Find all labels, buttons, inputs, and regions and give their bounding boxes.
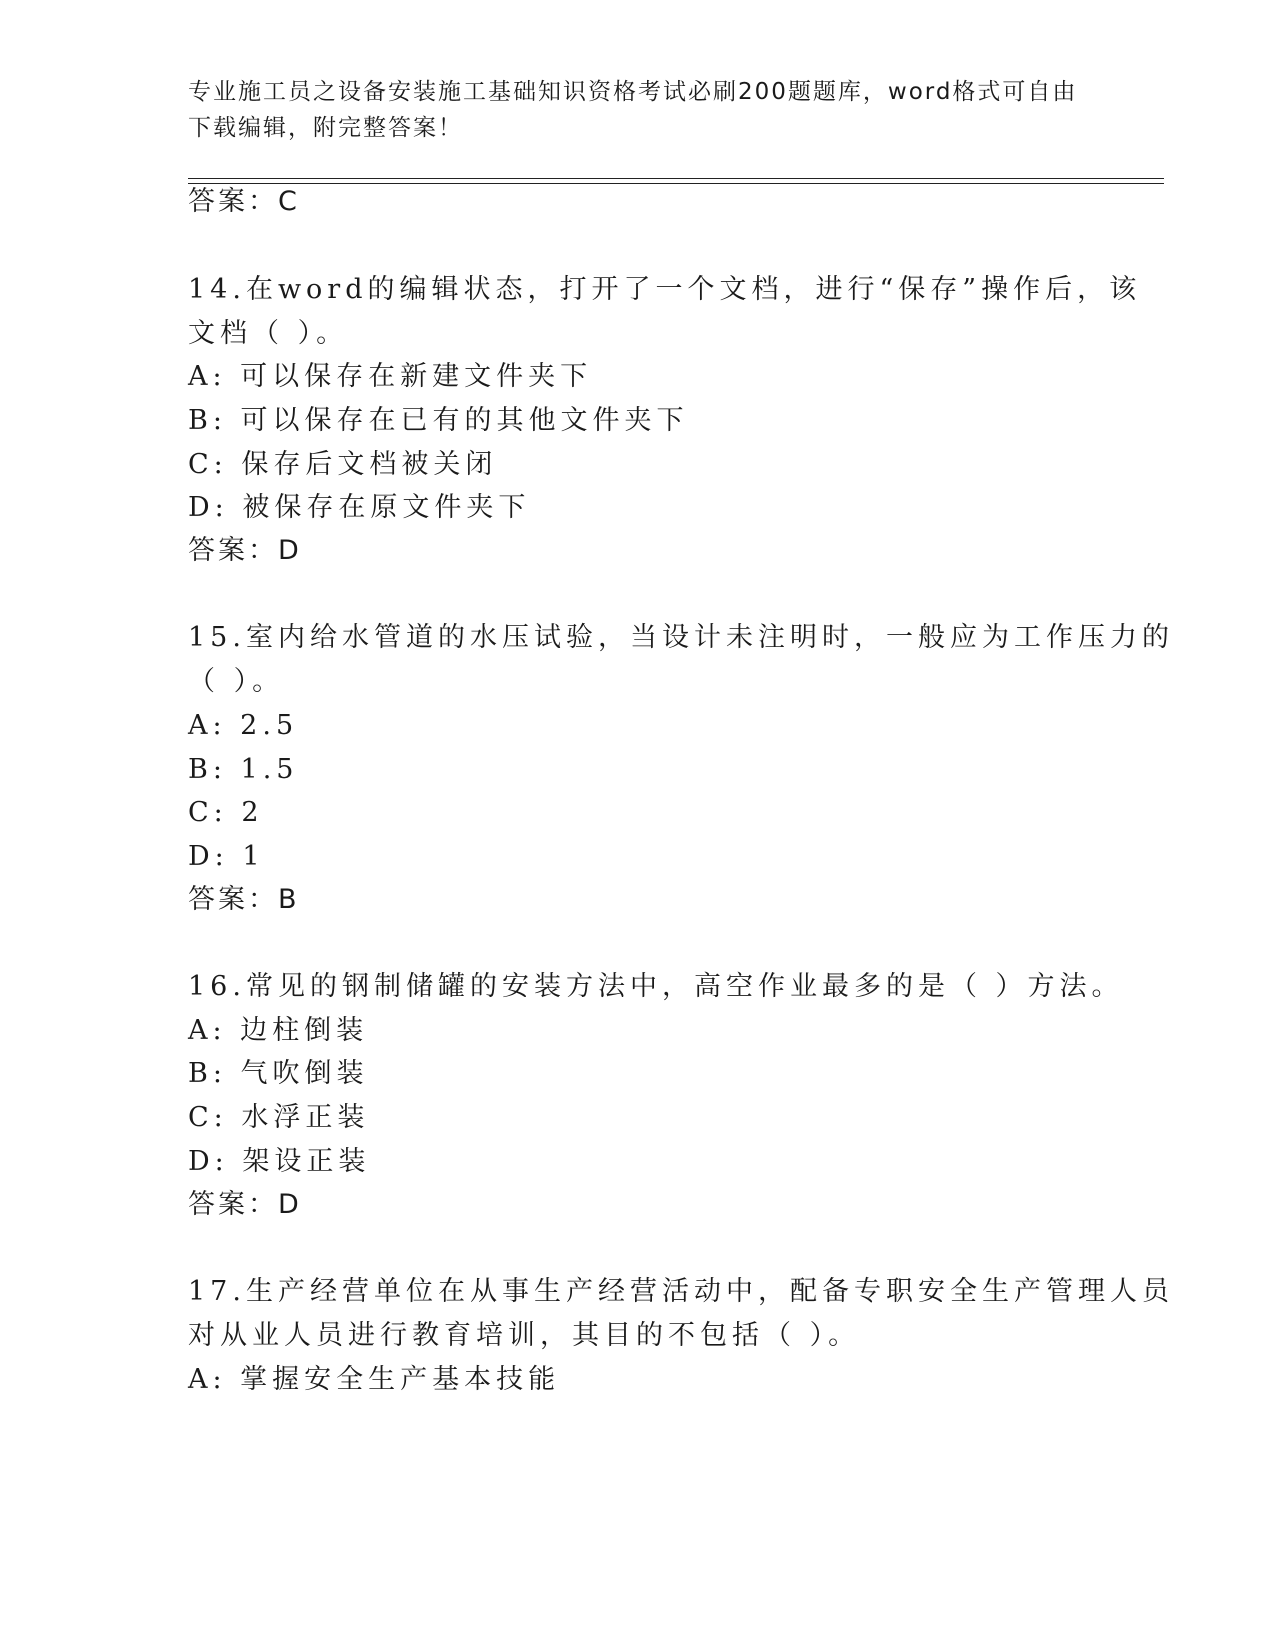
answer-line: 答案：C [188,186,300,217]
option-d: D: 架设正装 [188,1146,371,1177]
question-stem-continued: 文档（ ）。 [188,318,349,349]
answer-line: 答案：B [188,884,300,915]
option-b: B: 1.5 [188,754,299,785]
question-stem: 17.生产经营单位在从事生产经营活动中，配备专职安全生产管理人员 [188,1276,1174,1307]
header-divider-top [188,178,1164,179]
question-stem: 16.常见的钢制储罐的安装方法中，高空作业最多的是（ ）方法。 [188,971,1124,1002]
option-a: A: 边柱倒装 [188,1015,369,1046]
question-stem-continued: （ ）。 [188,666,285,697]
option-b: B: 可以保存在已有的其他文件夹下 [188,405,689,436]
header-divider-bottom [188,183,1164,184]
option-b: B: 气吹倒装 [188,1058,369,1089]
option-a: A: 掌握安全生产基本技能 [188,1364,561,1395]
question-stem: 14.在word的编辑状态，打开了一个文档，进行“保存”操作后，该 [188,274,1142,305]
option-a: A: 2.5 [188,710,299,741]
question-stem-continued: 对从业人员进行教育培训，其目的不包括（ ）。 [188,1320,861,1351]
option-a: A: 可以保存在新建文件夹下 [188,361,593,392]
option-d: D: 1 [188,841,265,872]
option-d: D: 被保存在原文件夹下 [188,492,531,523]
question-stem: 15.室内给水管道的水压试验，当设计未注明时，一般应为工作压力的 [188,622,1174,653]
answer-line: 答案：D [188,1189,302,1220]
option-c: C: 2 [188,797,264,828]
document-header: 专业施工员之设备安装施工基础知识资格考试必刷200题题库，word格式可自由下载编辑，附完整答案！ [188,79,1078,141]
answer-line: 答案：D [188,535,302,566]
option-c: C: 保存后文档被关闭 [188,449,498,480]
option-c: C: 水浮正装 [188,1102,370,1133]
